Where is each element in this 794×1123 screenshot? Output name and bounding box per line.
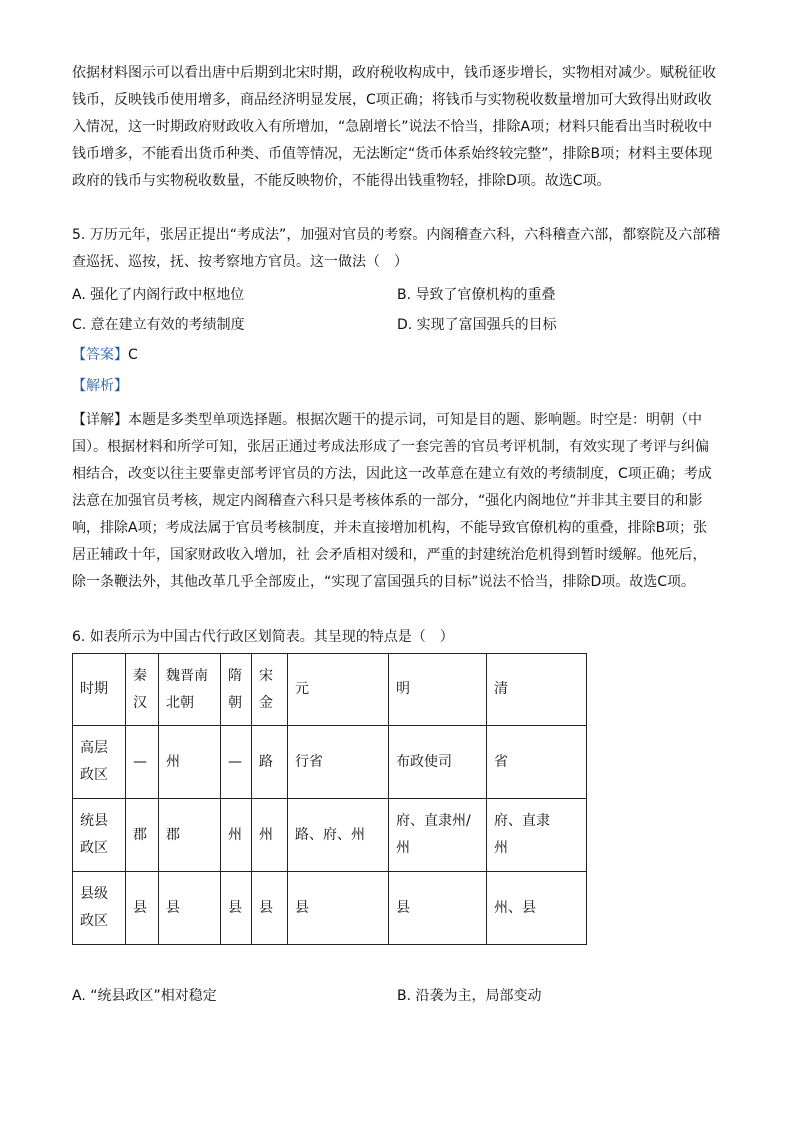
q5-option-b: B. 导致了官僚机构的重叠 <box>397 287 556 303</box>
table-cell <box>487 799 587 872</box>
text-line: 依据材料图示可以看出唐中后期到北宋时期，政府税收构成中，钱币逐步增长，实物相对减少。赋税征收 <box>72 65 716 81</box>
cell-text: 县 <box>259 899 273 916</box>
detail-text: 本题是多类型单项选择题。根据次题干的提示词，可知是目的题、影响题。时空是：明朝（中 <box>128 412 702 428</box>
cell-text: 府、直隶州/ <box>396 813 471 829</box>
table-row <box>73 799 587 872</box>
table-cell <box>288 872 389 945</box>
q6-option-a: A. “统县政区”相对稳定 <box>72 988 217 1004</box>
text-line: 除一条鞭法外，其他改革几乎全部废止，“实现了富国强兵的目标”说法不恰当，排除D项。故选C项。 <box>72 574 696 590</box>
text-line: 居正辅政十年，国家财政收入增加，社 会矛盾相对缓和，严重的封建统治危机得到暂时缓解。他死后， <box>72 547 707 563</box>
table-cell <box>252 872 288 945</box>
text-line: 政府的钱币与实物税收数量，不能反映物价，不能得出钱重物轻，排除D项。故选C项。 <box>72 173 611 189</box>
table-cell <box>159 726 221 799</box>
cell-text: 隋 <box>228 667 242 684</box>
cell-text: 政区 <box>80 840 108 856</box>
q6-option-b: B. 沿袭为主，局部变动 <box>397 988 542 1004</box>
cell-text: 县 <box>228 899 242 916</box>
text-line: 5. 万历元年，张居正提出“考成法”，加强对官员的考察。内阁稽查六科，六科稽查六部，都察院及六部稽 <box>72 227 721 243</box>
question-5-stem <box>72 222 724 276</box>
question-6-stem: 6. 如表所示为中国古代行政区划简表。其呈现的特点是（ ） <box>72 629 454 645</box>
table-row <box>73 872 587 945</box>
table-cell <box>221 799 252 872</box>
text-line: 响，排除A项；考成法属于官员考核制度，并未直接增加机构，不能导致官僚机构的重叠，排除B项；张 <box>72 520 708 536</box>
q5-detail <box>72 407 724 596</box>
cell-text: 路、府、州 <box>295 826 365 843</box>
cell-text: 郡 <box>166 826 180 843</box>
table-header-cell <box>487 654 587 726</box>
table-cell <box>252 726 288 799</box>
cell-text: 统县 <box>80 813 108 829</box>
cell-text: 郡 <box>133 826 147 843</box>
cell-text: 明 <box>396 681 410 697</box>
cell-text: 县 <box>133 899 147 916</box>
cell-text: 秦 <box>133 667 147 684</box>
table-cell <box>221 872 252 945</box>
cell-text: 行省 <box>295 753 323 770</box>
table-header-cell <box>221 654 252 726</box>
analysis-tag: 【解析】 <box>72 378 128 394</box>
cell-text: 政区 <box>80 767 108 783</box>
cell-text: 府、直隶 <box>494 813 550 829</box>
previous-analysis <box>72 60 724 195</box>
table-header-cell <box>288 654 389 726</box>
answer-value: C <box>128 347 138 363</box>
q5-answer <box>72 342 138 369</box>
cell-text: 时期 <box>80 681 108 697</box>
cell-text: 县 <box>396 899 410 916</box>
table-cell <box>252 799 288 872</box>
table-cell <box>159 799 221 872</box>
table-cell <box>487 872 587 945</box>
text-line: 钱币增多，不能看出货币种类、币值等情况，无法断定“货币体系始终较完整”，排除B项；材料主要体现 <box>72 146 713 162</box>
table-cell <box>288 726 389 799</box>
table-header-cell <box>252 654 288 726</box>
cell-text: 北朝 <box>166 694 194 711</box>
table-cell <box>389 872 487 945</box>
table-cell <box>126 799 159 872</box>
cell-text: 汉 <box>133 694 147 711</box>
cell-text: — <box>228 753 242 770</box>
table-row <box>73 726 587 799</box>
q5-option-d: D. 实现了富国强兵的目标 <box>397 317 557 333</box>
table-cell <box>73 726 126 799</box>
table-cell <box>159 872 221 945</box>
cell-text: 州 <box>494 840 508 856</box>
table-header-row <box>73 654 587 726</box>
cell-text: 高层 <box>80 740 108 756</box>
cell-text: 政区 <box>80 913 108 929</box>
table-header-cell <box>126 654 159 726</box>
cell-text: 县 <box>295 899 309 916</box>
cell-text: 清 <box>494 681 508 697</box>
cell-text: 州、县 <box>494 899 536 916</box>
text-line: 钱币，反映钱币使用增多，商品经济明显发展，C项正确；将钱币与实物税收数量增加可大致得出财政收 <box>72 92 712 108</box>
cell-text: 州 <box>396 840 410 856</box>
table-cell <box>126 726 159 799</box>
table-header-cell <box>73 654 126 726</box>
table-cell <box>389 799 487 872</box>
q5-analysis-tag <box>72 373 128 400</box>
cell-text: — <box>133 753 147 770</box>
table-cell <box>487 726 587 799</box>
table-cell <box>73 799 126 872</box>
text-line: 入情况，这一时期政府财政收入有所增加，“急剧增长”说法不恰当，排除A项；材料只能看出当时税收中 <box>72 119 713 135</box>
cell-text: 州 <box>166 753 180 770</box>
cell-text: 朝 <box>228 694 242 711</box>
cell-text: 县级 <box>80 886 108 902</box>
table-cell <box>73 872 126 945</box>
cell-text: 县 <box>166 899 180 916</box>
table-header-cell <box>159 654 221 726</box>
cell-text: 元 <box>295 681 309 697</box>
cell-text: 州 <box>228 826 242 843</box>
cell-text: 路 <box>259 753 273 770</box>
cell-text: 布政使司 <box>396 753 452 770</box>
detail-tag: 【详解】 <box>72 412 128 428</box>
text-line: 国）。根据材料和所学可知，张居正通过考成法形成了一套完善的官员考评机制，有效实现了考评与纠偏 <box>72 439 709 455</box>
cell-text: 省 <box>494 753 508 770</box>
table-cell <box>288 799 389 872</box>
q5-option-a: A. 强化了内阁行政中枢地位 <box>72 287 245 303</box>
q5-option-c: C. 意在建立有效的考绩制度 <box>72 317 245 333</box>
cell-text: 州 <box>259 826 273 843</box>
answer-tag: 【答案】 <box>72 347 128 363</box>
text-line <box>72 407 724 434</box>
cell-text: 魏晋南 <box>166 667 208 684</box>
admin-division-table <box>72 653 587 945</box>
table-cell <box>126 872 159 945</box>
table-header-cell <box>389 654 487 726</box>
table-cell <box>389 726 487 799</box>
cell-text: 宋 <box>259 667 273 684</box>
table-cell <box>221 726 252 799</box>
text-line: 查巡抚、巡按，抚、按考察地方官员。这一做法（ ） <box>72 254 408 270</box>
text-line: 相结合，改变以往主要靠吏部考评官员的方法，因此这一改革意在建立有效的考绩制度，C项正确；考成 <box>72 466 712 482</box>
cell-text: 金 <box>259 694 273 711</box>
text-line: 法意在加强官员考核，规定内阁稽查六科只是考核体系的一部分，“强化内阁地位”并非其主要目的和影 <box>72 493 703 509</box>
